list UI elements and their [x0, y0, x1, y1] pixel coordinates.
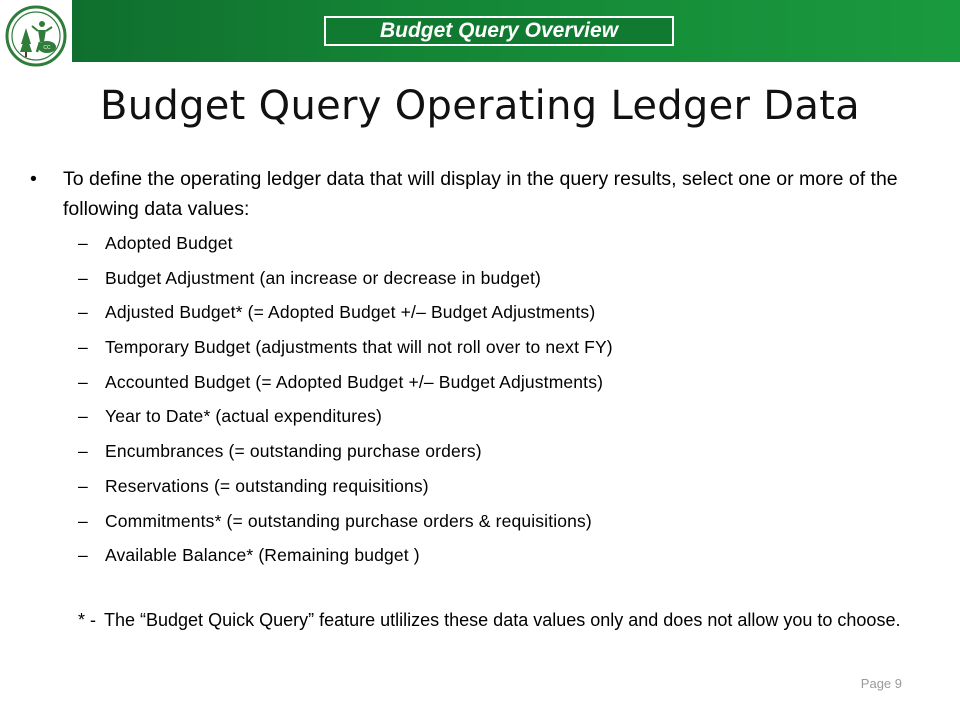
dash-icon: – [78, 510, 88, 531]
list-item-text: Temporary Budget (adjustments that will not roll over to next FY) [105, 337, 613, 358]
list-item [78, 228, 918, 263]
college-seal-icon [0, 0, 72, 72]
list-item-text: Reservations (= outstanding requisitions) [105, 475, 429, 496]
list-item [78, 367, 918, 402]
footnote-mark: * - [78, 610, 96, 630]
list-item-text: Commitments* (= outstanding purchase orders & requisitions) [105, 510, 592, 531]
page-title: Budget Query Operating Ledger Data [99, 83, 860, 129]
dash-icon: – [78, 545, 88, 566]
list-item [78, 263, 918, 298]
logo [0, 0, 72, 72]
dash-icon: – [78, 406, 88, 427]
page-number: Page 9 [860, 676, 902, 691]
list-item-text: Year to Date* (actual expenditures) [105, 406, 382, 427]
list-item [78, 506, 918, 541]
dash-icon: – [78, 337, 88, 358]
bullet-icon: • [30, 168, 37, 190]
intro-text: To define the operating ledger data that will display in the query results, select one or more of the following data values: [63, 168, 898, 220]
list-item-text: Encumbrances (= outstanding purchase orders) [105, 441, 482, 462]
list-item-text: Adopted Budget [105, 233, 233, 253]
list-item-text: Budget Adjustment (an increase or decrease in budget) [105, 267, 541, 288]
list-item-text: Adjusted Budget* (= Adopted Budget +/– Budget Adjustments) [105, 302, 596, 323]
intro-bullet [30, 164, 910, 224]
data-values-list [78, 228, 918, 575]
dash-icon: – [78, 441, 88, 462]
svg-text:CC: CC [43, 45, 51, 51]
list-item [78, 401, 918, 436]
list-item [78, 332, 918, 367]
list-item [78, 540, 918, 575]
footnote [78, 606, 910, 634]
list-item [78, 436, 918, 471]
list-item [78, 471, 918, 506]
list-item [78, 297, 918, 332]
header-title: Budget Query Overview [324, 16, 674, 46]
footnote-text: The “Budget Quick Query” feature utlilizes these data values only and does not allow you to choose. [104, 610, 901, 630]
dash-icon: – [78, 371, 88, 392]
list-item-text: Accounted Budget (= Adopted Budget +/– Budget Adjustments) [105, 371, 604, 392]
dash-icon: – [78, 267, 88, 288]
dash-icon: – [78, 233, 88, 253]
dash-icon: – [78, 475, 88, 496]
dash-icon: – [78, 302, 88, 323]
list-item-text: Available Balance* (Remaining budget ) [105, 545, 420, 566]
